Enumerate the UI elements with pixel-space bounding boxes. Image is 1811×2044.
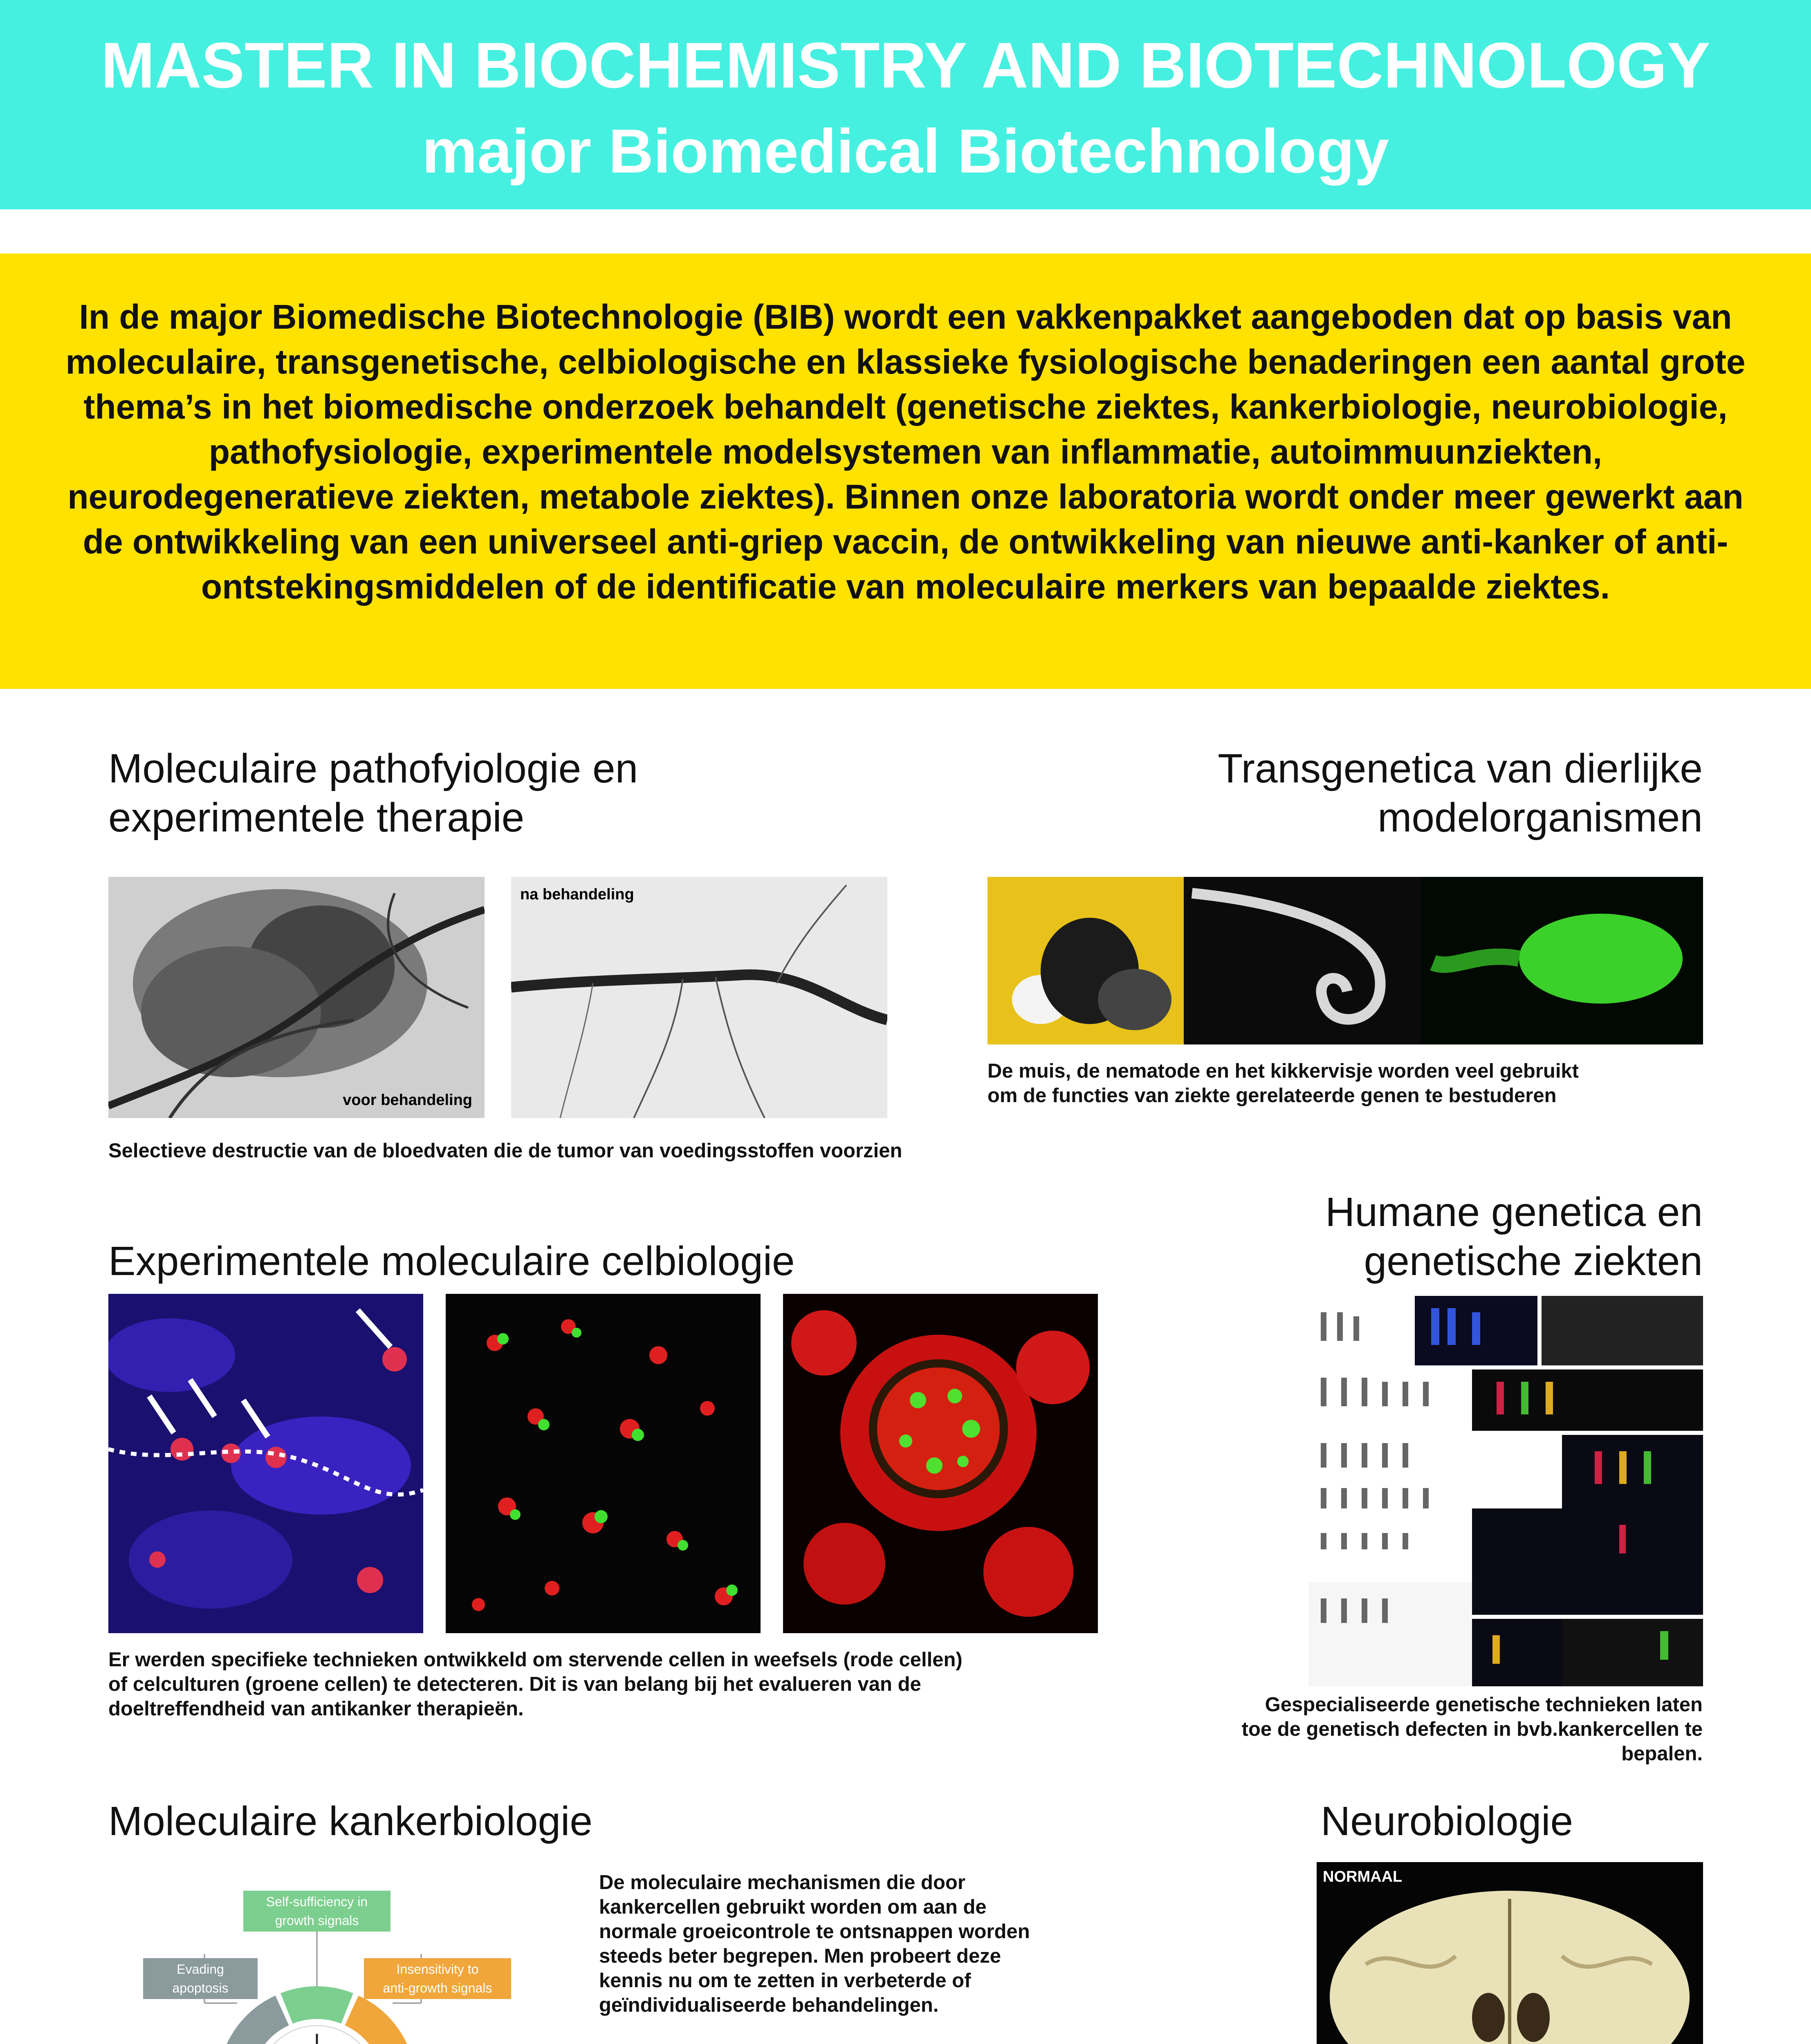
poster-title: MASTER IN BIOCHEMISTRY AND BIOTECHNOLOGY xyxy=(101,29,1710,101)
hallmark-label: growth signals xyxy=(275,1913,359,1928)
cell-culture-image xyxy=(446,1294,761,1633)
hallmark-label: Self-sufficiency in xyxy=(266,1894,368,1909)
section-title-neuro: Neurobiologie xyxy=(1321,1798,1573,1844)
hallmark-label: apoptosis xyxy=(172,1981,229,1995)
caption-genetics xyxy=(1242,1692,1703,1766)
caption-pathophysiology: Selectieve destructie van de bloedvaten die de tumor van voedingsstoffen voorzien xyxy=(108,1140,902,1162)
angiogram-after-image xyxy=(511,877,887,1118)
caption-line: bepalen. xyxy=(1621,1743,1703,1765)
caption-line: geïndividualiseerde behandelingen. xyxy=(599,1994,939,2016)
hallmark-label: Insensitivity to xyxy=(396,1962,479,1977)
hallmarks-of-cancer-diagram xyxy=(135,1880,523,2044)
intro-text: In de major Biomedische Biotechnologie (BIB) wordt een vakkenpakket aangeboden dat op basis van moleculaire, transgenetische, celbiologische en klassieke fysiologische benaderingen een aantal grote thema’s in het biomedische onderzoek behandelt (genetische ziektes, kankerbiologie, neurobiologie, pathofysiologie, experimentele modelsystemen van inflammatie, autoimmuunziekten, neurodegeneratieve ziekten, metabole ziektes). Binnen onze laboratoria wordt onder meer gewerkt aan de ontwikkeling van een universeel anti-griep vaccin, de ontwikkeling van nieuwe anti-kanker of anti-ontstekingsmiddelen of de identificatie van moleculaire merkers van bepaalde ziektes. xyxy=(65,298,1746,606)
angiogram-before-image xyxy=(108,877,485,1118)
caption-line: steeds beter begrepen. Men probeert deze xyxy=(599,1945,1001,1967)
title-line: experimentele therapie xyxy=(108,795,525,840)
label-normal: NORMAAL xyxy=(1323,1868,1403,1885)
section-title-pathophysiology xyxy=(108,744,638,842)
section-title-cellbiology: Experimentele moleculaire celbiologie xyxy=(108,1238,795,1284)
section-title-genetics xyxy=(1325,1188,1703,1286)
single-cell-image xyxy=(783,1294,1098,1633)
title-line: Transgenetica van dierlijke xyxy=(1218,746,1703,791)
caption-line: om de functies van ziekte gerelateerde genen te bestuderen xyxy=(987,1085,1557,1107)
title-line: genetische ziekten xyxy=(1364,1238,1703,1284)
title-banner xyxy=(0,0,1811,209)
caption-transgenetics xyxy=(987,1059,1579,1108)
caption-line: toe de genetisch defecten in bvb.kankercellen te xyxy=(1241,1718,1703,1740)
segment-green xyxy=(287,2003,347,2008)
brain-sections-image xyxy=(1317,1862,1703,2044)
caption-line: Er werden specifieke technieken ontwikkeld om stervende cellen in weefsels (rode cellen) xyxy=(108,1649,963,1671)
title-line: Moleculaire pathofyiologie en xyxy=(108,746,638,791)
label-after: na behandeling xyxy=(520,886,634,903)
caption-line: normale groeicontrole te ontsnappen worden xyxy=(599,1921,1030,1943)
section-title-transgenetics xyxy=(1218,744,1703,842)
poster-subtitle: major Biomedical Biotechnology xyxy=(422,117,1389,186)
intro-box xyxy=(0,253,1811,689)
label-before: voor behandeling xyxy=(343,1091,472,1109)
caption-cellbiology xyxy=(108,1647,963,1721)
karyotype-image xyxy=(1308,1296,1703,1686)
tissue-staining-image xyxy=(108,1294,423,1633)
caption-line: Gespecialiseerde genetische technieken laten xyxy=(1265,1694,1703,1716)
hallmark-label: Evading xyxy=(177,1962,224,1977)
caption-line: kankercellen gebruikt worden om aan de xyxy=(599,1896,987,1918)
title-line: Humane genetica en xyxy=(1325,1189,1703,1235)
caption-line: De moleculaire mechanismen die door xyxy=(599,1871,965,1894)
hallmark-self-sufficiency xyxy=(243,1891,390,1933)
title-line: modelorganismen xyxy=(1378,795,1703,840)
hallmark-insensitivity xyxy=(364,1958,511,2001)
caption-line: De muis, de nematode en het kikkervisje worden veel gebruikt xyxy=(987,1060,1579,1082)
model-organisms-image xyxy=(987,877,1703,1044)
caption-line: doeltreffendheid van antikanker therapieën. xyxy=(108,1698,524,1720)
caption-line: kennis nu om te zetten in verbeterde of xyxy=(599,1970,971,1992)
hallmark-evading-apoptosis xyxy=(143,1958,258,2001)
caption-cancer xyxy=(599,1870,1030,2017)
section-title-cancer: Moleculaire kankerbiologie xyxy=(108,1798,592,1844)
caption-line: of celculturen (groene cellen) te detecteren. Dit is van belang bij het evalueren van de xyxy=(108,1673,921,1695)
hallmark-label: anti-growth signals xyxy=(383,1981,492,1995)
